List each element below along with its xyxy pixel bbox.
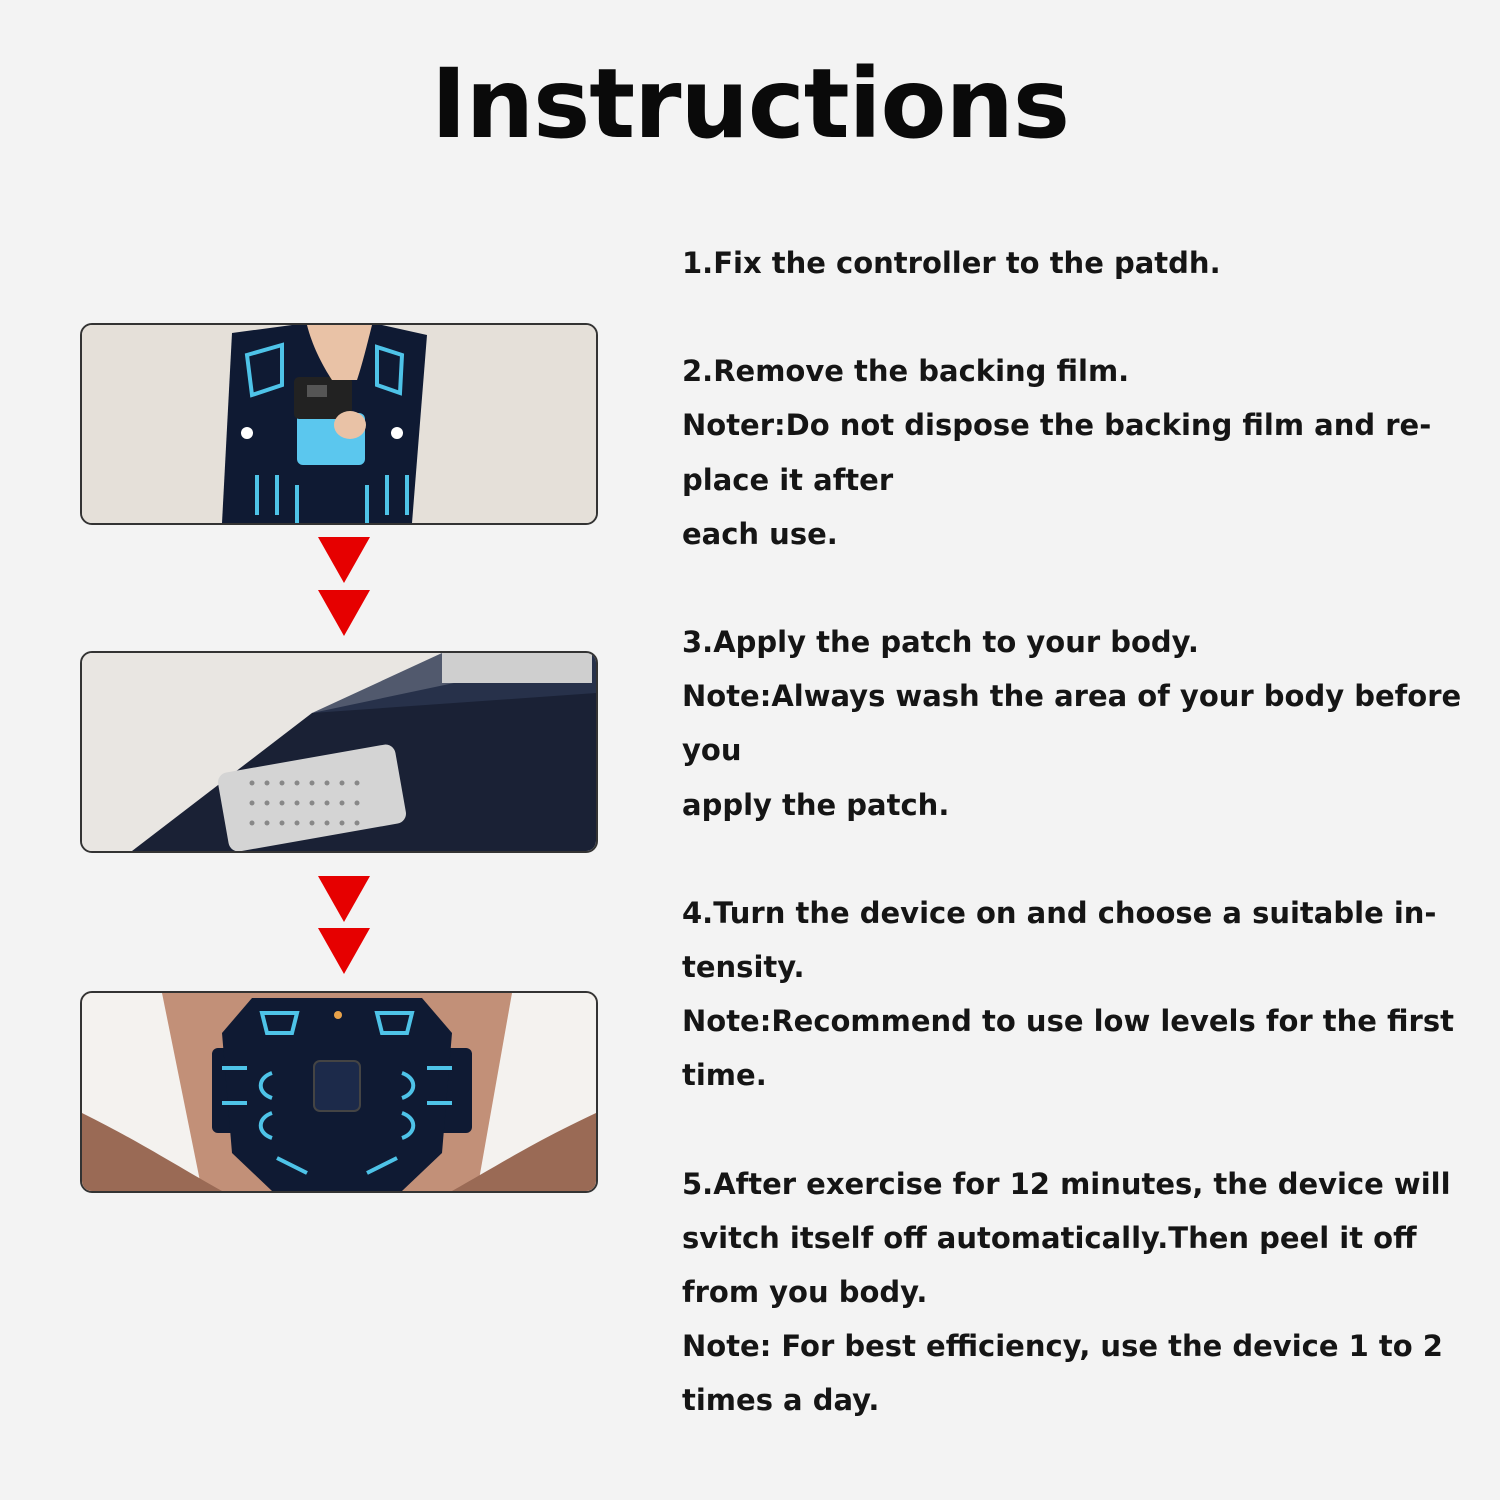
down-arrow-icon <box>316 926 372 976</box>
step-text-line: 2.Remove the backing film. <box>682 354 1130 389</box>
step-note-line: Note:Recommend to use low levels for the first <box>682 1004 1454 1039</box>
step-text-line: 1.Fix the controller to the patdh. <box>682 246 1221 280</box>
down-arrow-icon <box>316 588 372 638</box>
instruction-steps <box>682 236 1462 1482</box>
down-arrow-icon <box>316 874 372 924</box>
down-arrow-icon <box>316 535 372 585</box>
step-note-line: apply the patch. <box>682 787 950 822</box>
step-text-line: from you body. <box>682 1275 928 1310</box>
attach-controller-photo <box>80 323 598 525</box>
step-1 <box>682 236 1462 290</box>
step-text-line: 5.After exercise for 12 minutes, the device will <box>682 1166 1451 1201</box>
step-text-line: tensity. <box>682 950 805 985</box>
step-note-line: each use. <box>682 516 838 551</box>
step-note-line: Note:Always wash the area of your body before <box>682 679 1462 714</box>
step-note-line: Noter:Do not dispose the backing film and re- <box>682 408 1432 443</box>
page-title: Instructions <box>431 48 1069 160</box>
remove-film-photo <box>80 651 598 853</box>
step-note-line: place it after <box>682 462 894 497</box>
step-text-line: 3.Apply the patch to your body. <box>682 625 1199 660</box>
step-4 <box>682 886 1462 1103</box>
step-2 <box>682 344 1462 561</box>
step-note-line: you <box>682 733 742 768</box>
step-text-line: svitch itself off automatically.Then peel it off <box>682 1220 1417 1255</box>
step-note-line: Note: For best efficiency, use the device 1 to 2 <box>682 1329 1443 1364</box>
patch-on-body-photo <box>80 991 598 1193</box>
step-5 <box>682 1157 1462 1428</box>
step-note-line: times a day. <box>682 1383 880 1418</box>
step-note-line: time. <box>682 1058 767 1093</box>
step-3 <box>682 615 1462 832</box>
step-text-line: 4.Turn the device on and choose a suitable in- <box>682 895 1437 930</box>
